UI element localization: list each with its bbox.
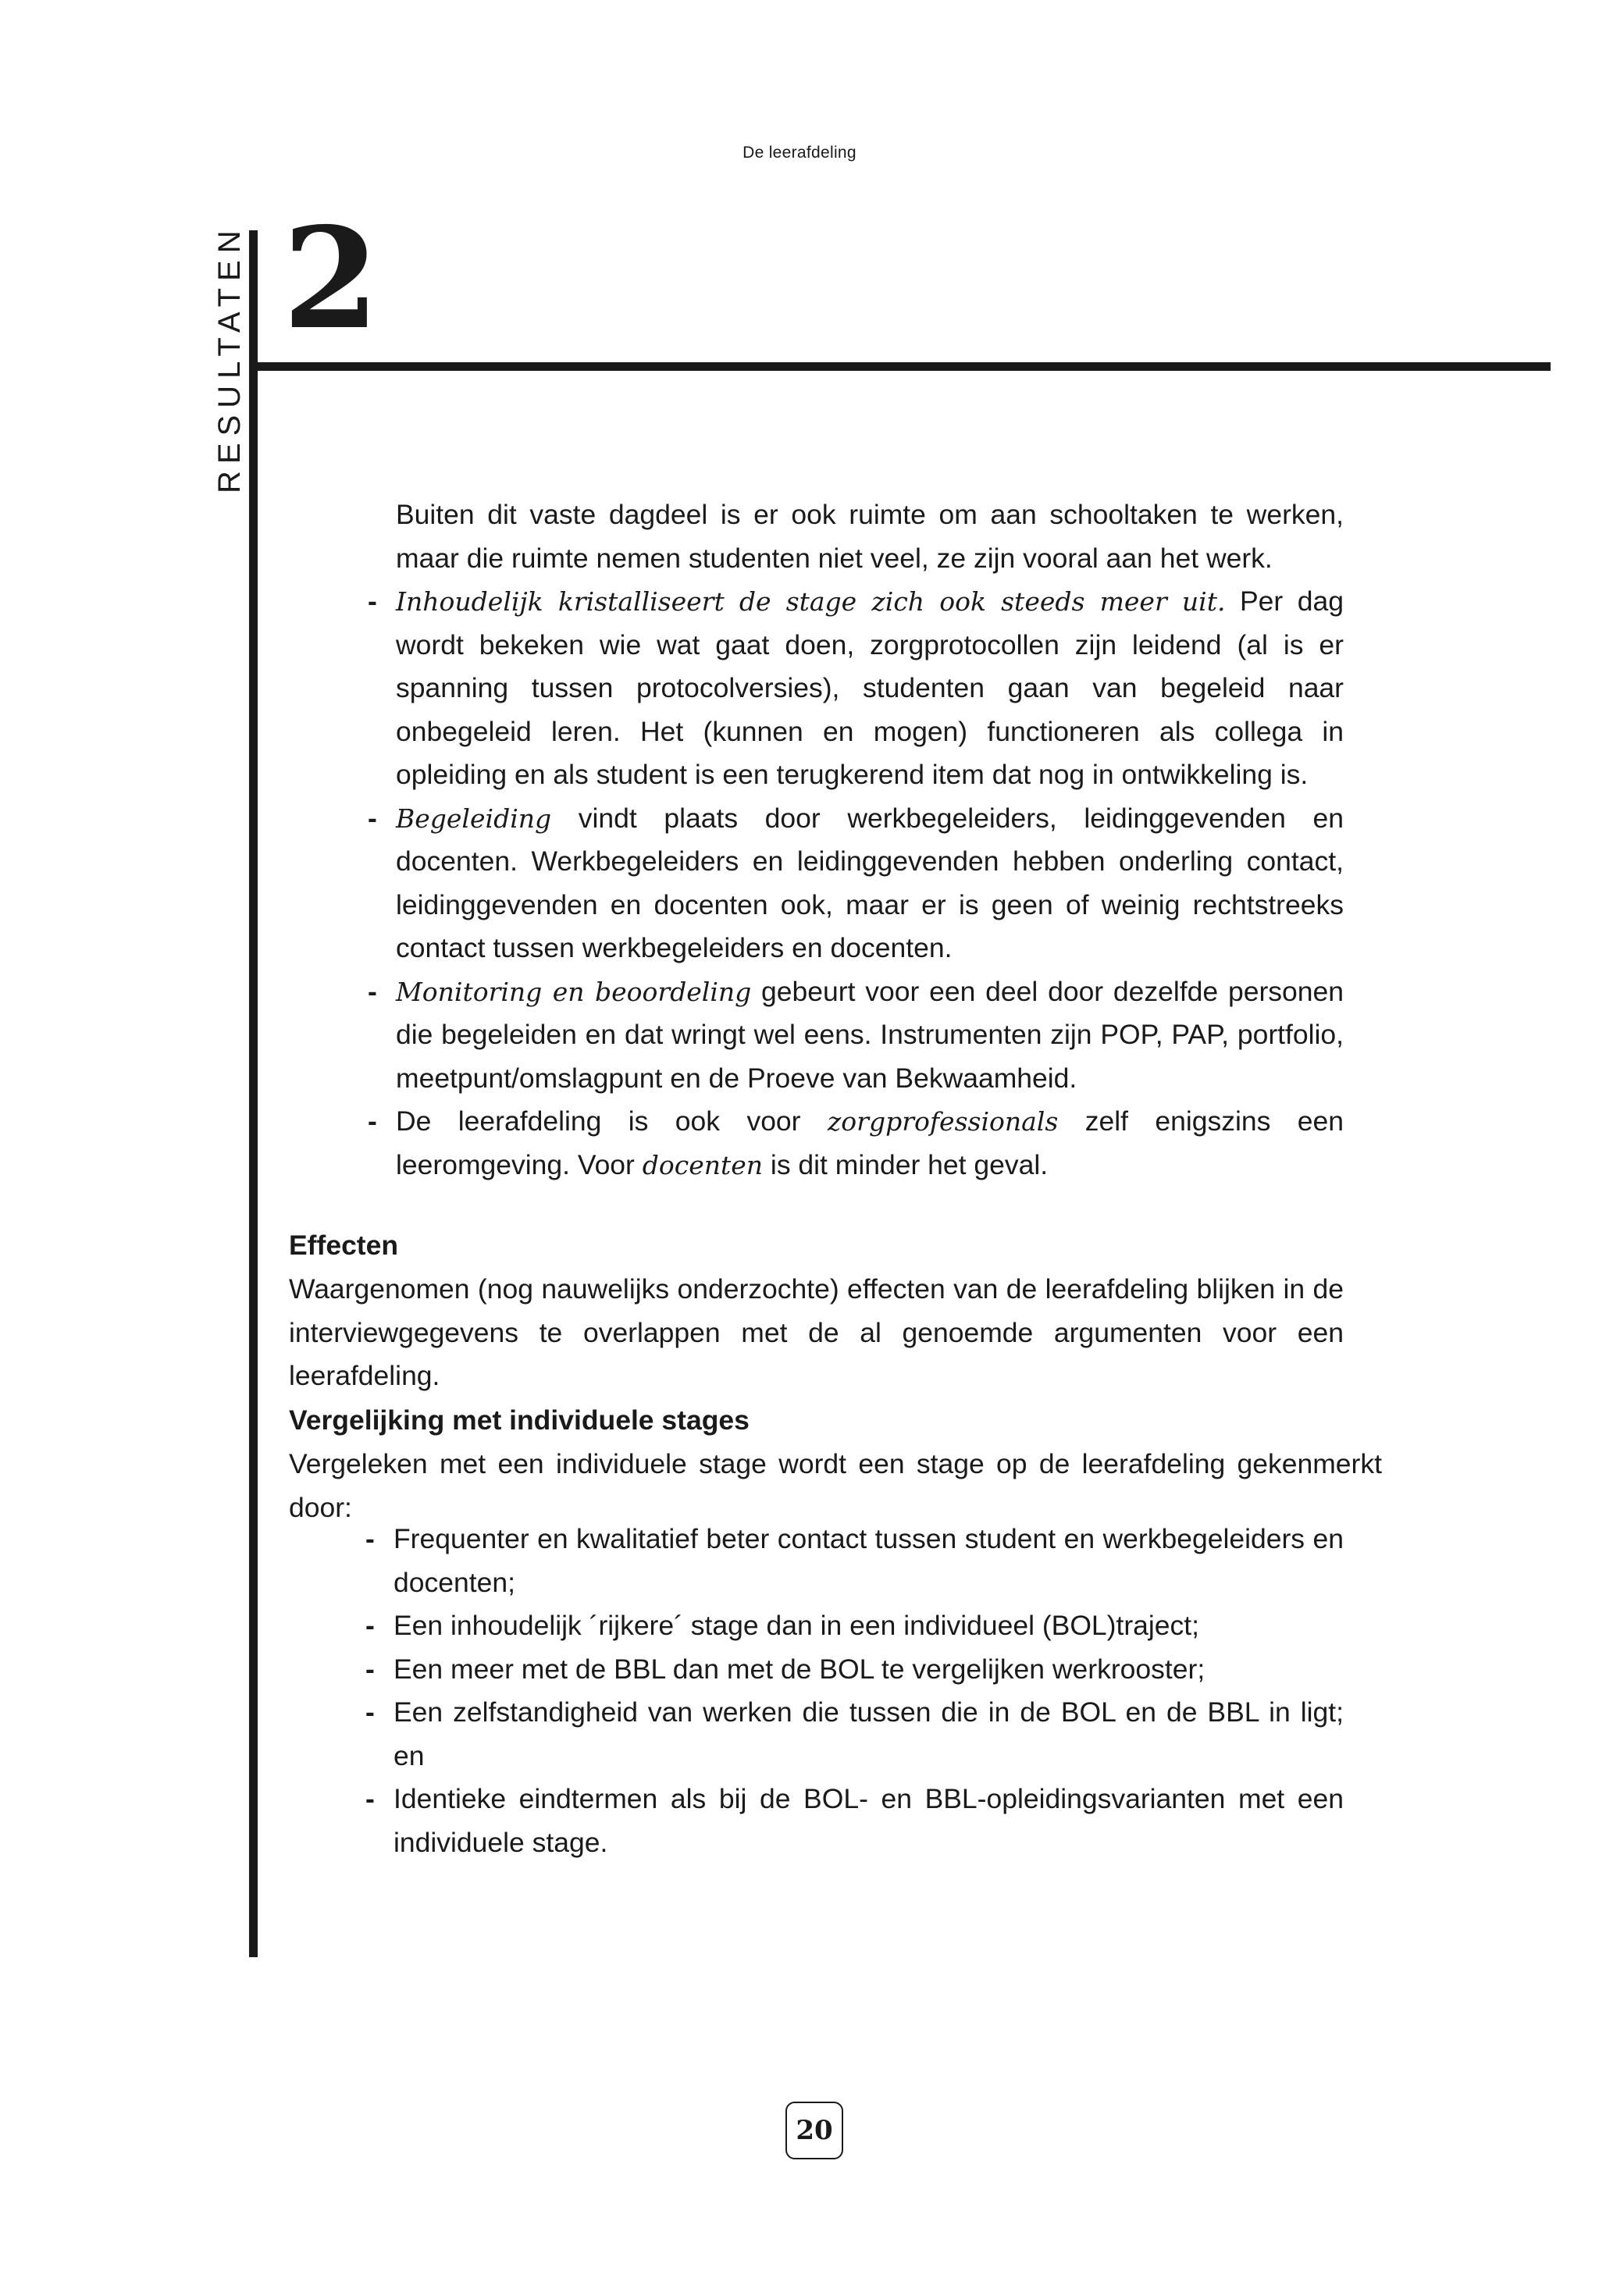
continuation-paragraph: Buiten dit vaste dagdeel is er ook ruimte om aan schooltaken te werken, maar die ruimte nemen studenten niet veel, ze zijn vooral aan het werk. [396, 499, 1344, 574]
dash-bullet-icon: - [365, 1523, 375, 1554]
dash-bullet-icon: - [365, 1610, 375, 1641]
bullet-emphasis: Begeleiding [396, 803, 552, 834]
list-item [365, 1691, 1344, 1778]
bullet-emphasis: Inhoudelijk kristalliseert de stage zich ook steeds meer uit. [396, 586, 1226, 617]
bullet-emphasis: zorgprofessionals [827, 1106, 1059, 1137]
bullet-text: Een zelfstandigheid van werken die tussen die in de BOL en de BBL in ligt; en [394, 1696, 1344, 1771]
bullet-text: Frequenter en kwalitatief beter contact tussen student en werkbegeleiders en docenten; [394, 1523, 1344, 1598]
bullet-text: Per dag wordt bekeken wie wat gaat doen, zorgprotocollen zijn leidend (al is er spanning tussen protocolversies), studenten gaan van begeleid naar onbegeleid leren. Het (kunnen en mogen) functioneren als collega in opleiding en als student is een terugkerend item dat nog in ontwikkeling is. [396, 586, 1344, 790]
intro-bullet-list [368, 580, 1344, 1187]
bullet-text: gebeurt voor een deel door dezelfde personen die begeleiden en dat wringt wel eens. Instrumenten zijn POP, PAP, portfolio, meetpunt/omslagpunt en de Proeve van Bekwaamheid. [396, 975, 1344, 1094]
list-item [365, 1604, 1344, 1648]
bullet-text: De leerafdeling is ook voor [396, 1105, 828, 1137]
dash-bullet-icon: - [368, 1105, 377, 1137]
comparison-bullet-list [365, 1518, 1344, 1864]
vertical-rule [249, 230, 258, 1957]
vergelijking-list [365, 1518, 1344, 1864]
dash-bullet-icon: - [365, 1696, 375, 1728]
page-number-badge: 20 [785, 2102, 843, 2159]
effecten-heading: Effecten [289, 1230, 399, 1261]
list-item [368, 970, 1344, 1101]
list-item [368, 1100, 1344, 1187]
vergelijking-heading: Vergelijking met individuele stages [289, 1404, 750, 1436]
bullet-emphasis: Monitoring en beoordeling [396, 976, 752, 1007]
section-side-label: RESULTATEN [212, 223, 247, 493]
list-item [365, 1778, 1344, 1864]
chapter-number: 2 [283, 197, 376, 360]
horizontal-rule [249, 362, 1551, 371]
intro-block [368, 493, 1344, 1187]
bullet-text: Een inhoudelijk ´rijkere´ stage dan in een individueel (BOL)traject; [394, 1610, 1200, 1641]
bullet-emphasis: docenten [642, 1149, 764, 1180]
dash-bullet-icon: - [368, 586, 377, 617]
list-item [365, 1518, 1344, 1604]
list-item [368, 797, 1344, 970]
bullet-text: zelf enigszins een leeromgeving. Voor [396, 1105, 1344, 1180]
list-item [368, 580, 1344, 797]
bullet-text: Identieke eindtermen als bij de BOL- en BBL-opleidingsvarianten met een individuele stage. [394, 1783, 1344, 1858]
bullet-text: is dit minder het geval. [763, 1148, 1049, 1180]
dash-bullet-icon: - [368, 802, 377, 834]
effecten-paragraph: Waargenomen (nog nauwelijks onderzochte) effecten van de leerafdeling blijken in de interviewgegevens te overlappen met de al genoemde argumenten voor een leerafdeling. [289, 1273, 1344, 1391]
running-header: De leerafdeling [743, 144, 856, 162]
dash-bullet-icon: - [368, 975, 377, 1007]
dash-bullet-icon: - [365, 1783, 375, 1814]
dash-bullet-icon: - [365, 1653, 375, 1685]
bullet-text: vindt plaats door werkbegeleiders, leidinggevenden en docenten. Werkbegeleiders en leidinggevenden hebben onderling contact, leidinggevenden en docenten ook, maar er is geen of weinig rechtstreeks contact tussen werkbegeleiders en docenten. [396, 802, 1344, 963]
bullet-text: Een meer met de BBL dan met de BOL te vergelijken werkrooster; [394, 1653, 1205, 1685]
vergelijking-intro: Vergeleken met een individuele stage wordt een stage op de leerafdeling gekenmerkt door: [289, 1448, 1382, 1523]
list-item [365, 1648, 1344, 1692]
